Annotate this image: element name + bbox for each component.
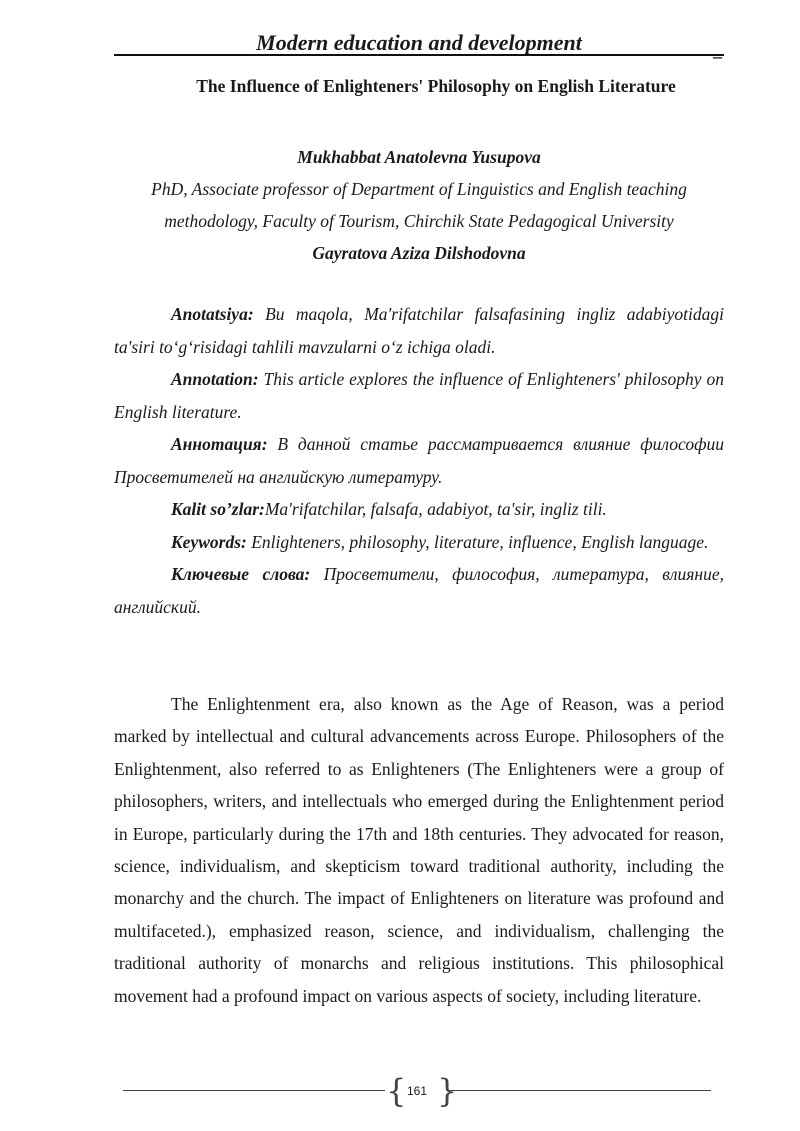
keywords-uzbek [114, 493, 724, 526]
left-brace: { [386, 1072, 407, 1110]
abstract-english [114, 363, 724, 428]
page-footer [123, 1072, 711, 1110]
journal-header [114, 28, 724, 58]
keywords-label: Kalit so’zlar: [171, 499, 265, 519]
footer-rule-right [449, 1090, 711, 1091]
abstract-text: В данной статье рассматривается влияние философии Просветителей на английскую литературу. [114, 434, 724, 487]
author-affiliation: PhD, Associate professor of Department of Linguistics and English teaching methodology, Faculty of Tourism, Chirchik State Pedagogical University [151, 179, 687, 231]
keywords-russian [114, 558, 724, 623]
keywords-english [114, 526, 724, 559]
abstract-russian [114, 428, 724, 493]
article-title: The Influence of Enlighteners' Philosophy on English Literature [196, 76, 676, 96]
author-name-1: Mukhabbat Anatolevna Yusupova [297, 147, 541, 167]
keywords-text: Enlighteners, philosophy, literature, influence, English language. [246, 531, 709, 552]
abstract-section [114, 298, 724, 623]
footer-rule-left [123, 1090, 385, 1091]
body-paragraph: The Enlightenment era, also known as the Age of Reason, was a period marked by intellectual and cultural advancements across Europe. Philosophers of the Enlightenment, also referred to as Enlighteners (The Enlighteners were a group of philosophers, writers, and intellectuals who emerged during the Enlightenment period in Europe, particularly during the 17th and 18th centuries. They advocated for reason, science, individualism, and skepticism toward traditional authority, including the monarchy and the church. The impact of Enlighteners on literature was profound and multifaceted.), emphasized reason, science, and individualism, challenging the traditional authority of monarchs and religious institutions. This philosophical movement had a profound impact on various aspects of society, including literature. [114, 694, 724, 1006]
article-body [114, 688, 724, 1012]
header-rule [114, 54, 724, 56]
page-number: 161 [406, 1084, 428, 1098]
author-name-2: Gayratova Aziza Dilshodovna [312, 243, 526, 263]
author-block [114, 141, 724, 269]
journal-title: Modern education and development [256, 30, 582, 55]
keywords-label: Ключевые слова: [171, 564, 311, 584]
keywords-label: Keywords: [171, 531, 247, 552]
abstract-text: Bu maqola, Ma'rifatchilar falsafasining ingliz adabiyotidagi ta'siri to‘g‘risidagi tahlili mavzularni o‘z ichiga oladi. [114, 304, 724, 357]
abstract-label: Anotatsiya: [171, 304, 254, 324]
journal-title-dash: _ [713, 40, 722, 60]
abstract-label: Аннотация: [171, 434, 268, 454]
abstract-text: This article explores the influence of Enlighteners' philosophy on English literature. [114, 369, 724, 422]
abstract-label: Annotation: [171, 369, 259, 389]
right-brace: } [437, 1072, 458, 1110]
keywords-text: Просветители, философия, литература, влияние, английский. [114, 564, 724, 617]
abstract-uzbek [114, 298, 724, 363]
keywords-text: Ma'rifatchilar, falsafa, adabiyot, ta'sir, ingliz tili. [264, 499, 607, 519]
